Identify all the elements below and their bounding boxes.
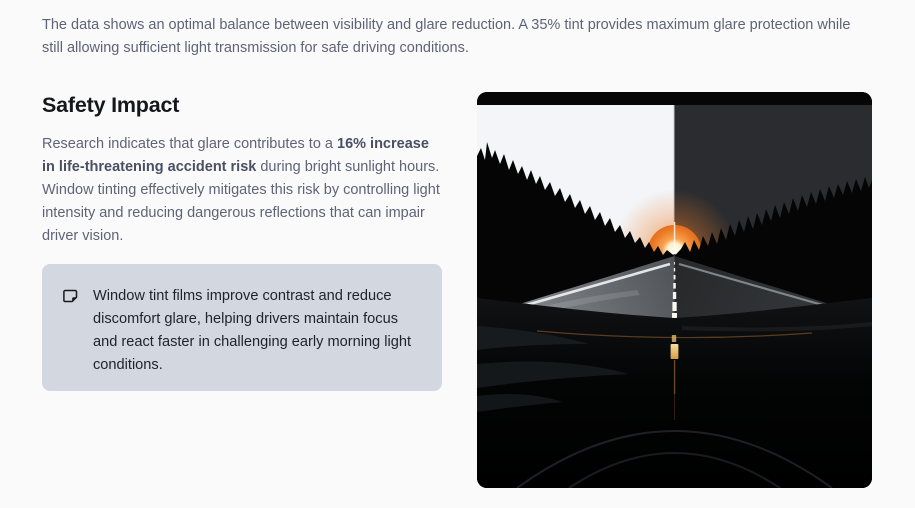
intro-paragraph: The data shows an optimal balance between visibility and glare reduction. A 35% tint provides maximum glare protection while still allowing sufficient light transmission for safe driving conditions. <box>42 17 851 56</box>
text-column <box>42 92 442 391</box>
research-text-post: during bright sunlight hours. Window tinting effectively mitigates this risk by controlling light intensity and reducing dangerous reflections that can impair driver vision. <box>42 159 440 244</box>
research-text-pre: Research indicates that glare contributes to a <box>42 136 337 152</box>
two-column-layout <box>42 92 872 488</box>
section-title: Safety Impact <box>42 93 180 117</box>
note-icon <box>62 288 79 310</box>
tint-comparison-image <box>477 92 872 488</box>
callout-box <box>42 264 442 391</box>
image-column <box>477 92 872 488</box>
research-paragraph <box>42 133 442 248</box>
research-text-bold: 16% increase in life-threatening accident risk <box>42 136 429 175</box>
callout-text: Window tint films improve contrast and reduce discomfort glare, helping drivers maintain focus and react faster in challenging early morning light conditions. <box>93 288 411 373</box>
